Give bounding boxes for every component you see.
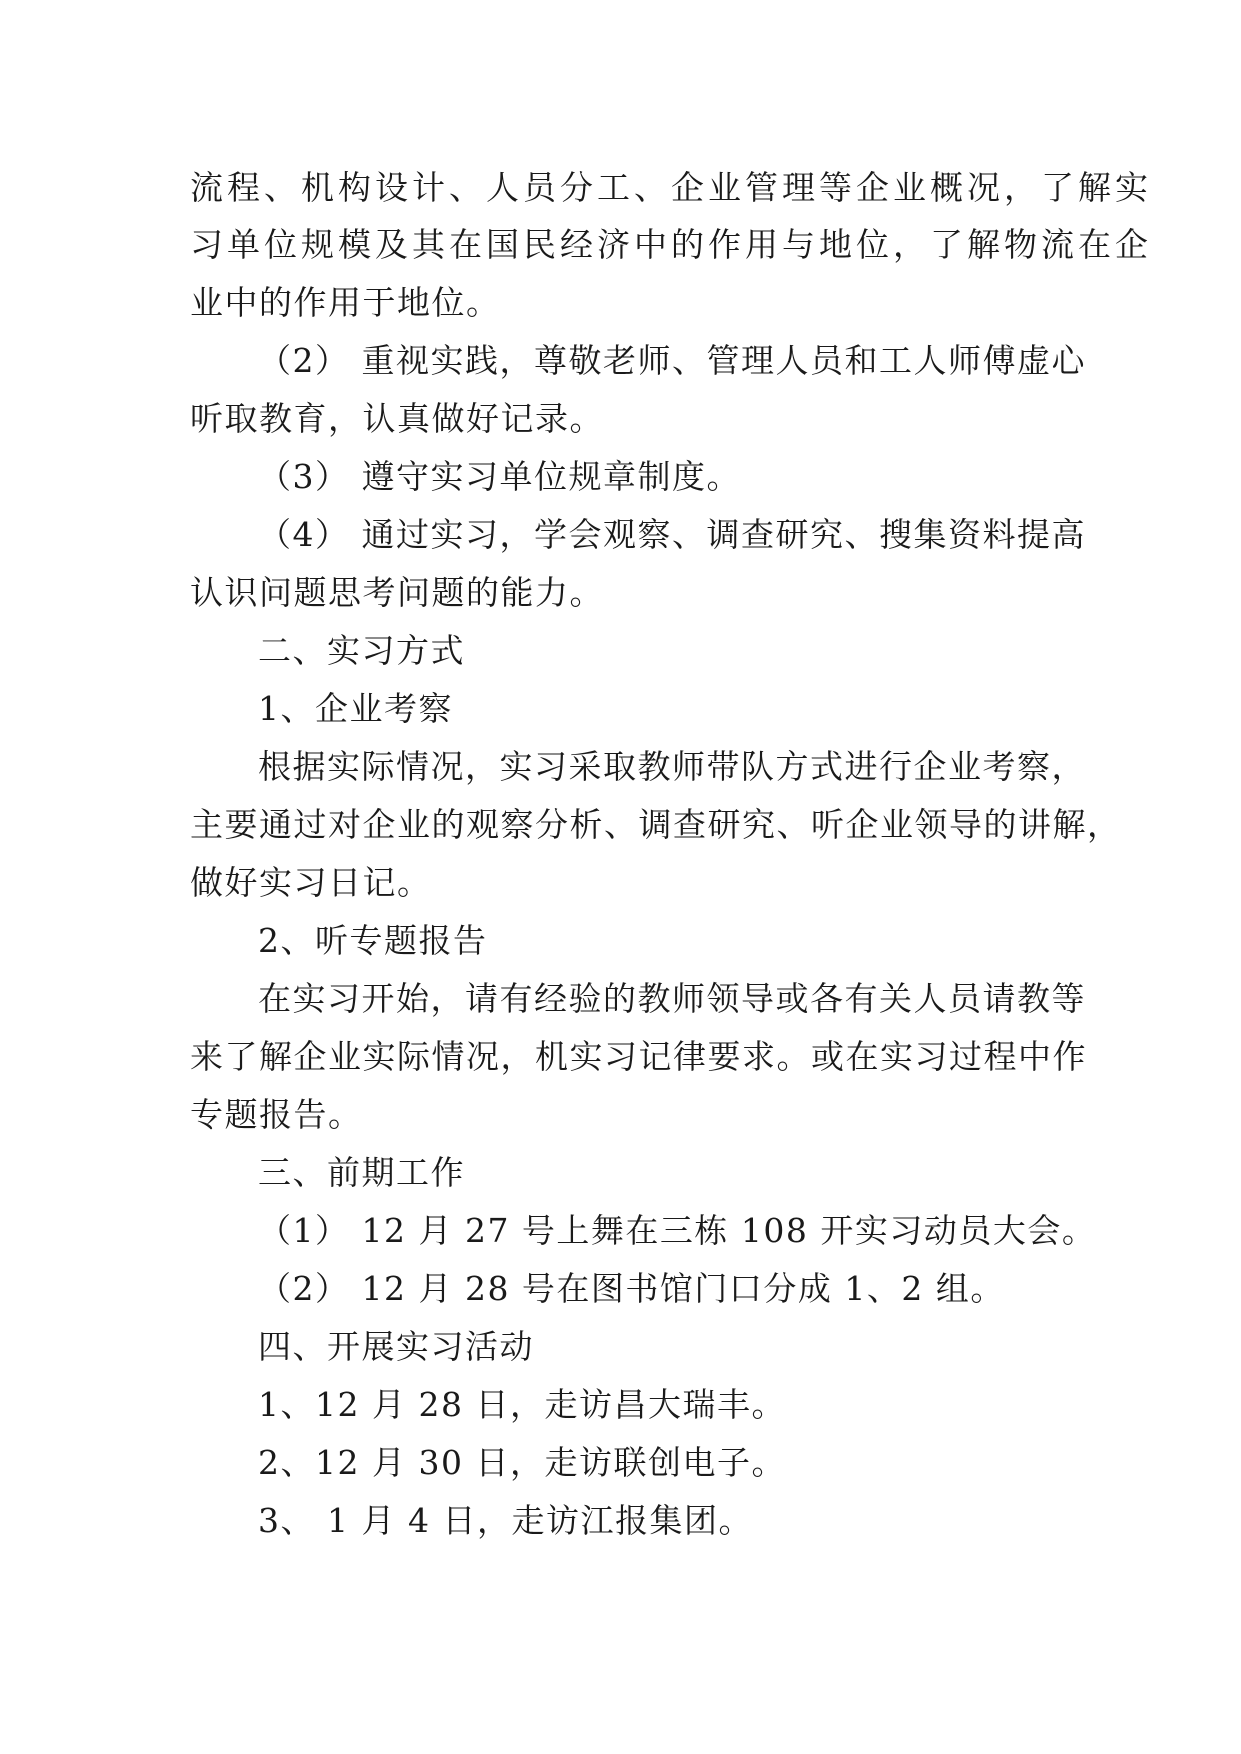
paragraph-line: 做好实习日记。 (190, 863, 432, 902)
activity-item: 3、 1 月 4 日，走访江报集团。 (258, 1501, 753, 1540)
list-item-1: （1） 12 月 27 号上舞在三栋 108 开实习动员大会。 (258, 1211, 1097, 1250)
paragraph-line: 习单位规模及其在国民经济中的作用与地位，了解物流在企 (190, 225, 1152, 264)
activity-item: 1、12 月 28 日，走访昌大瑞丰。 (258, 1385, 786, 1424)
paragraph-line: 流程、机构设计、人员分工、企业管理等企业概况，了解实 (190, 168, 1152, 207)
subheading-special-report: 2、听专题报告 (258, 921, 488, 960)
section-heading-2: 二、实习方式 (258, 631, 465, 670)
list-item-2: （2） 重视实践，尊敬老师、管理人员和工人师傅虚心 (258, 341, 1086, 380)
paragraph-line: 专题报告。 (190, 1095, 363, 1134)
activity-item: 2、12 月 30 日，走访联创电子。 (258, 1443, 786, 1482)
list-item-2: （2） 12 月 28 号在图书馆门口分成 1、2 组。 (258, 1269, 1005, 1308)
paragraph-line: 听取教育，认真做好记录。 (190, 399, 604, 438)
paragraph-line: 在实习开始，请有经验的教师领导或各有关人员请教等 (258, 979, 1086, 1018)
paragraph-line: 认识问题思考问题的能力。 (190, 573, 604, 612)
list-item-4: （4） 通过实习，学会观察、调查研究、搜集资料提高 (258, 515, 1086, 554)
list-item-3: （3） 遵守实习单位规章制度。 (258, 457, 741, 496)
paragraph-line: 来了解企业实际情况，机实习记律要求。或在实习过程中作 (190, 1037, 1087, 1076)
paragraph-line: 根据实际情况，实习采取教师带队方式进行企业考察， (258, 747, 1086, 786)
paragraph-line: 业中的作用于地位。 (190, 283, 501, 322)
subheading-enterprise-visit: 1、企业考察 (258, 689, 453, 728)
section-heading-4: 四、开展实习活动 (258, 1327, 534, 1366)
paragraph-line: 主要通过对企业的观察分析、调查研究、听企业领导的讲解， (190, 805, 1122, 844)
section-heading-3: 三、前期工作 (258, 1153, 465, 1192)
